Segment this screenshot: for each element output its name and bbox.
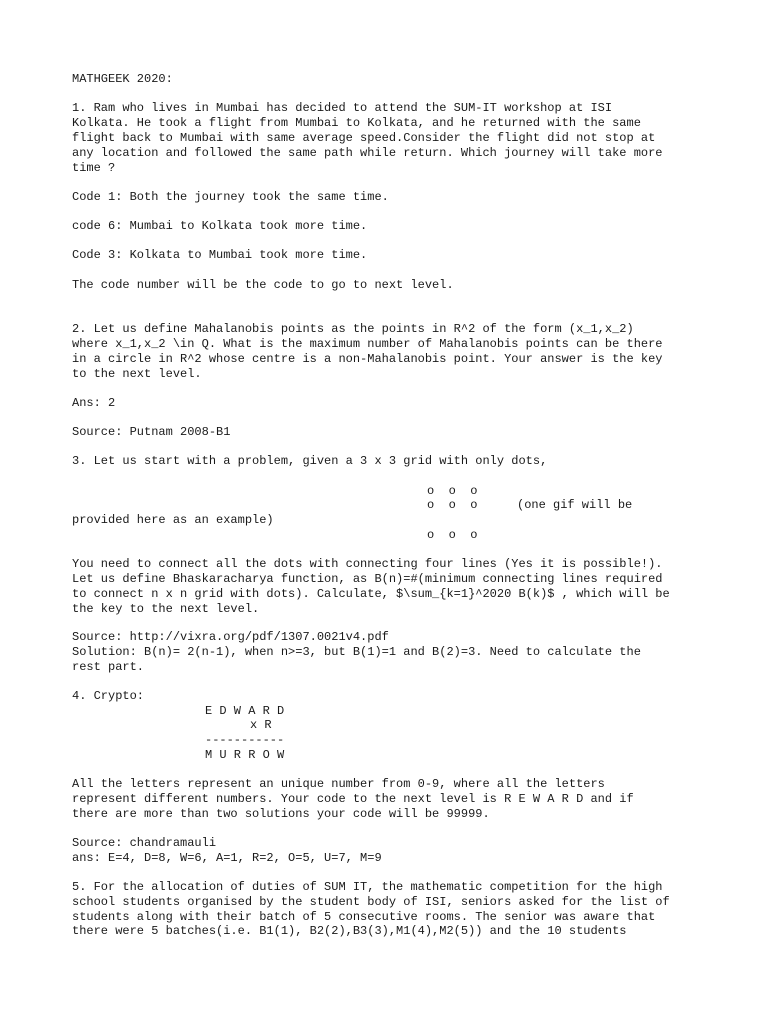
grid-note-continued: provided here as an example) bbox=[72, 513, 274, 527]
q2-line: where x_1,x_2 \in Q. What is the maximum number of Mahalanobis points can be there bbox=[72, 337, 663, 351]
q3-solution: Solution: B(n)= 2(n-1), when n>=3, but B(1)=1 and B(2)=3. Need to calculate the bbox=[72, 645, 641, 659]
q4-line: represent different numbers. Your code to the next level is R E W A R D and if bbox=[72, 792, 634, 806]
q1-code-6: code 6: Mumbai to Kolkata took more time. bbox=[72, 219, 368, 233]
q2-line: to the next level. bbox=[72, 367, 202, 381]
q1-line: any location and followed the same path while return. Which journey will take more bbox=[72, 146, 663, 160]
q4-heading: 4. Crypto: bbox=[72, 689, 145, 703]
q3-line: the key to the next level. bbox=[72, 602, 260, 616]
grid-row-3: o o o bbox=[427, 528, 478, 542]
q5-line: students along with their batch of 5 consecutive rooms. The senior was aware that bbox=[72, 910, 656, 924]
q2-source: Source: Putnam 2008-B1 bbox=[72, 425, 231, 439]
q1-line: flight back to Mumbai with same average speed.Consider the flight did not stop at bbox=[72, 131, 656, 145]
q5-line: 5. For the allocation of duties of SUM IT, the mathematic competition for the high bbox=[72, 880, 663, 894]
q3-source: Source: http://vixra.org/pdf/1307.0021v4.pdf bbox=[72, 630, 389, 644]
q4-answer: ans: E=4, D=8, W=6, A=1, R=2, O=5, U=7, M=9 bbox=[72, 851, 382, 865]
crypto-row-3: M U R R O W bbox=[205, 748, 285, 762]
q3-line: to connect n x n grid with dots). Calculate, $\sum_{k=1}^2020 B(k)$ , which will be bbox=[72, 587, 670, 601]
grid-note: (one gif will be bbox=[517, 498, 633, 512]
q1-line: Kolkata. He took a flight from Mumbai to Kolkata, and he returned with the same bbox=[72, 116, 641, 130]
crypto-row-2: x R bbox=[250, 718, 272, 732]
q2-line: in a circle in R^2 whose centre is a non-Mahalanobis point. Your answer is the key bbox=[72, 352, 663, 366]
q1-line: 1. Ram who lives in Mumbai has decided to attend the SUM-IT workshop at ISI bbox=[72, 101, 613, 115]
q3-line: Let us define Bhaskaracharya function, as B(n)=#(minimum connecting lines required bbox=[72, 572, 663, 586]
q2-line: 2. Let us define Mahalanobis points as the points in R^2 of the form (x_1,x_2) bbox=[72, 322, 634, 336]
q4-line: there are more than two solutions your code will be 99999. bbox=[72, 807, 490, 821]
crypto-rule: ----------- bbox=[205, 733, 285, 747]
q1-code-3: Code 3: Kolkata to Mumbai took more time. bbox=[72, 248, 368, 262]
q1-note: The code number will be the code to go to next level. bbox=[72, 278, 454, 292]
q1-code-1: Code 1: Both the journey took the same time. bbox=[72, 190, 389, 204]
q1-line: time ? bbox=[72, 161, 116, 175]
q5-line: school students organised by the student body of ISI, seniors asked for the list of bbox=[72, 895, 670, 909]
q3-line: You need to connect all the dots with connecting four lines (Yes it is possible!). bbox=[72, 557, 663, 571]
document-title: MATHGEEK 2020: bbox=[72, 72, 173, 86]
crypto-row-1: E D W A R D bbox=[205, 704, 285, 718]
q5-line: there were 5 batches(i.e. B1(1), B2(2),B3(3),M1(4),M2(5)) and the 10 students bbox=[72, 924, 627, 938]
q3-solution: rest part. bbox=[72, 660, 145, 674]
q4-source: Source: chandramauli bbox=[72, 836, 217, 850]
q4-line: All the letters represent an unique number from 0-9, where all the letters bbox=[72, 777, 605, 791]
q2-answer: Ans: 2 bbox=[72, 396, 116, 410]
grid-row-2: o o o bbox=[427, 498, 478, 512]
q3-intro: 3. Let us start with a problem, given a 3 x 3 grid with only dots, bbox=[72, 454, 548, 468]
grid-row-1: o o o bbox=[427, 484, 478, 498]
